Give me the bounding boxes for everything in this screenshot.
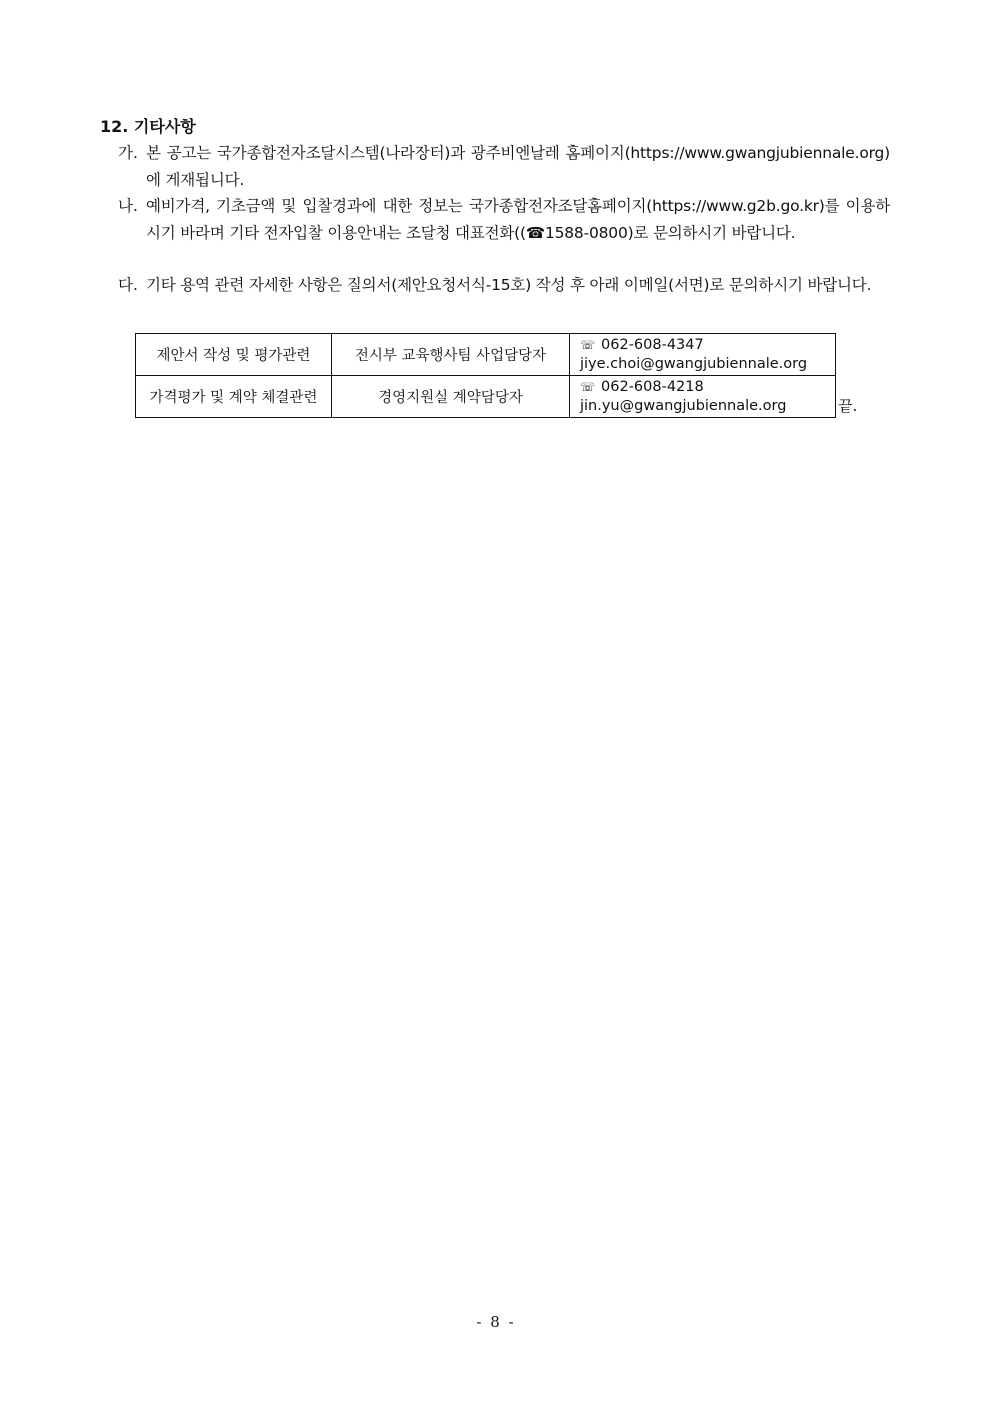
contact-phone: 062-608-4218 — [601, 378, 704, 395]
item-text: 예비가격, 기초금액 및 입찰경과에 대한 정보는 국가종합전자조달홈페이지(https://www.g2b.go.kr)를 이용하시기 바라며 기타 전자입찰 이용안내는 조달청 대표전화((☎1588-0800)로 문의하시기 바랍니다. — [146, 197, 890, 242]
phone-icon: ☏ — [580, 337, 596, 352]
item-marker: 다. — [118, 276, 138, 294]
item-text: 기타 용역 관련 자세한 사항은 질의서(제안요청서식-15호) 작성 후 아래 이메일(서면)로 문의하시기 바랍니다. — [146, 276, 872, 294]
contact-department: 경영지원실 계약담당자 — [332, 376, 570, 418]
contact-info — [570, 334, 836, 376]
item-text: 본 공고는 국가종합전자조달시스템(나라장터)과 광주비엔날레 홈페이지(https://www.gwangjubiennale.org)에 게재됩니다. — [146, 144, 890, 189]
section-title: 12. 기타사항 — [100, 117, 196, 136]
table-row — [136, 376, 836, 418]
contact-phone: 062-608-4347 — [601, 336, 704, 353]
contact-topic: 가격평가 및 계약 체결관련 — [136, 376, 332, 418]
contact-info — [570, 376, 836, 418]
item-marker: 가. — [118, 144, 138, 162]
contact-email[interactable]: jiye.choi@gwangjubiennale.org — [580, 355, 808, 372]
page-number: - 8 - — [476, 1313, 516, 1331]
contact-department: 전시부 교육행사팀 사업담당자 — [332, 334, 570, 376]
table-row — [136, 334, 836, 376]
phone-icon: ☏ — [580, 379, 596, 394]
list-item — [118, 140, 890, 193]
end-mark: 끝. — [838, 397, 858, 415]
contact-table — [135, 333, 836, 418]
contact-topic: 제안서 작성 및 평가관련 — [136, 334, 332, 376]
list-item — [118, 193, 890, 246]
item-marker: 나. — [118, 197, 138, 215]
list-item — [118, 272, 890, 299]
contact-email[interactable]: jin.yu@gwangjubiennale.org — [580, 397, 787, 414]
